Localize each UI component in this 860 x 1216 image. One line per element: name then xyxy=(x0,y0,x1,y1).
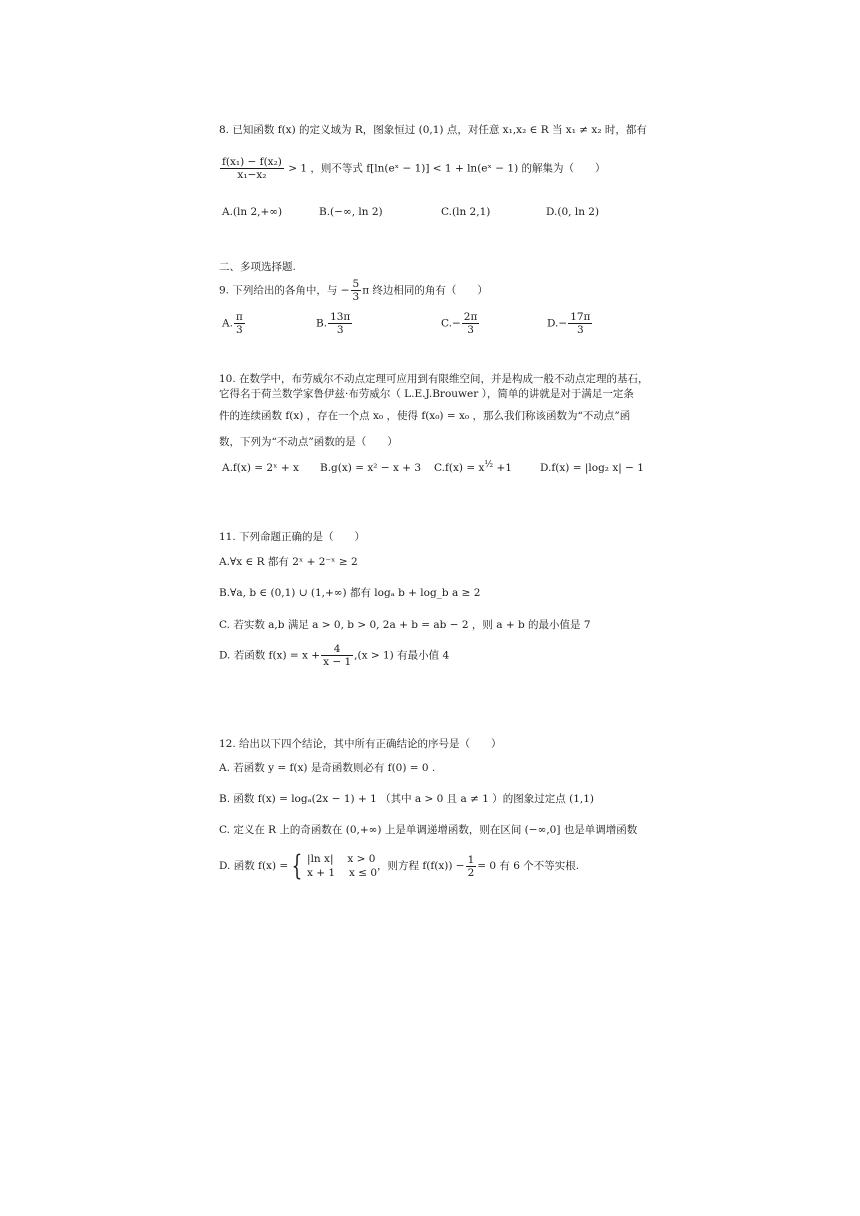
q12-d-middle: ，则方程 f(f(x)) − xyxy=(377,860,465,873)
q12-d-prefix: D. 函数 f(x) = xyxy=(219,860,289,873)
q11-option-a: A.∀x ∈ R 都有 2ˣ + 2⁻ˣ ≥ 2 xyxy=(219,556,358,568)
q9-lead-num: 5 xyxy=(352,278,360,290)
q12-d-den: 2 xyxy=(467,866,475,879)
q9-b-den: 3 xyxy=(336,324,344,337)
q11-d-den: x − 1 xyxy=(323,656,352,669)
q8-option-c: C.(ln 2,1) xyxy=(441,206,491,218)
q10-option-a: A.f(x) = 2ˣ + x xyxy=(222,462,299,474)
q10-line3: 件的连续函数 f(x) ，存在一个点 x₀ ，使得 f(x₀) = x₀ ，那么我们称该函数为“不动点”函 xyxy=(219,410,631,422)
q10-line4: 数，下列为“不动点”函数的是（ ） xyxy=(219,436,398,448)
q8-fraction xyxy=(220,156,284,181)
q9-option-c xyxy=(441,311,480,336)
left-brace-icon: { xyxy=(291,849,303,883)
q9-d-prefix: D.− xyxy=(547,317,568,330)
q8-frac-den: x₁−x₂ xyxy=(237,169,267,182)
q12-option-d xyxy=(219,849,580,883)
q10-line1: 10. 在数学中，布劳威尔不动点定理可应用到有限维空间，并是构成一般不动点定理的基石， xyxy=(219,373,649,385)
q8-option-d: D.(0, ln 2) xyxy=(546,206,600,218)
q8-option-b: B.(−∞, ln 2) xyxy=(319,206,383,218)
q10-c-exponent: ½ xyxy=(484,460,494,470)
q8-line1: 8. 已知函数 f(x) 的定义域为 R，图象恒过 (0,1) 点，对任意 x₁,x₂ ∈ R 当 x₁ ≠ x₂ 时，都有 xyxy=(219,124,647,136)
q8-option-a: A.(ln 2,+∞) xyxy=(222,206,283,218)
q12-d-case2: x + 1 x ≤ 0 xyxy=(307,867,378,880)
q9-c-prefix: C.− xyxy=(441,317,461,330)
q9-stem xyxy=(219,278,488,303)
q9-option-a xyxy=(222,311,246,336)
q9-d-den: 3 xyxy=(576,324,584,337)
q12-d-case1: |ln x| x > 0 xyxy=(307,853,376,865)
q8-line2 xyxy=(219,156,606,181)
q12-d-num: 1 xyxy=(467,853,475,866)
q9-b-prefix: B. xyxy=(316,317,328,330)
q11-d-fraction xyxy=(321,643,353,668)
q9-b-num: 13π xyxy=(330,311,351,323)
q9-a-num: π xyxy=(235,311,243,323)
q9-option-d xyxy=(547,311,593,336)
q12-option-b: B. 函数 f(x) = logₐ(2x − 1) + 1 （其中 a > 0 且 a ≠ 1 ）的图象过定点 (1,1) xyxy=(219,793,595,805)
q9-tail: π 终边相同的角有（ ） xyxy=(362,284,488,297)
q11-option-d xyxy=(219,643,449,668)
q12-option-a: A. 若函数 y = f(x) 是奇函数则必有 f(0) = 0 . xyxy=(219,762,436,774)
q9-d-num: 17π xyxy=(570,311,591,323)
q9-lead-den: 3 xyxy=(352,291,360,304)
q9-a-prefix: A. xyxy=(222,317,233,330)
q11-stem: 11. 下列命题正确的是（ ） xyxy=(219,531,366,543)
q9-a-den: 3 xyxy=(236,324,243,337)
q8-frac-num: f(x₁) − f(x₂) xyxy=(222,156,282,168)
q10-line2: 它得名于荷兰数学家鲁伊兹·布劳威尔（ L.E.J.Brouwer ），简单的讲就是对于满足一定条 xyxy=(219,388,634,400)
q10-option-d: D.f(x) = |log₂ x| − 1 xyxy=(540,462,644,474)
q12-d-suffix: = 0 有 6 个不等实根. xyxy=(477,860,580,873)
q11-d-prefix: D. 若函数 f(x) = x + xyxy=(219,649,321,662)
q10-option-c xyxy=(434,462,512,475)
q12-stem: 12. 给出以下四个结论，其中所有正确结论的序号是（ ） xyxy=(219,738,502,750)
q10-c-tail: +1 xyxy=(493,462,512,474)
q12-option-c: C. 定义在 R 上的奇函数在 (0,+∞) 上是单调递增函数，则在区间 (−∞,0] 也是单调增函数 xyxy=(219,824,638,836)
q10-c-base: C.f(x) = x xyxy=(434,462,485,474)
q9-lead: 9. 下列给出的各角中，与 − xyxy=(219,284,350,297)
section-heading: 二、多项选择题. xyxy=(219,261,296,273)
q9-c-num: 2π xyxy=(463,311,478,323)
q10-option-b: B.g(x) = x² − x + 3 xyxy=(320,462,422,474)
q11-d-suffix: ,(x > 1) 有最小值 4 xyxy=(354,649,450,662)
q9-option-b xyxy=(316,311,353,336)
q12-d-piecewise xyxy=(307,852,377,880)
q9-lead-fraction xyxy=(351,278,362,303)
q12-d-fraction xyxy=(466,854,477,879)
q11-option-b: B.∀a, b ∈ (0,1) ∪ (1,+∞) 都有 logₐ b + log_b a ≥ 2 xyxy=(219,587,481,599)
q9-c-den: 3 xyxy=(467,324,474,337)
q8-line2-rest: > 1 ，则不等式 f[ln(eˣ − 1)] < 1 + ln(eˣ − 1) 的解集为（ ） xyxy=(288,162,606,175)
q11-option-c: C. 若实数 a,b 满足 a > 0, b > 0, 2a + b = ab − 2 ，则 a + b 的最小值是 7 xyxy=(219,619,591,631)
q11-d-num: 4 xyxy=(321,643,353,656)
